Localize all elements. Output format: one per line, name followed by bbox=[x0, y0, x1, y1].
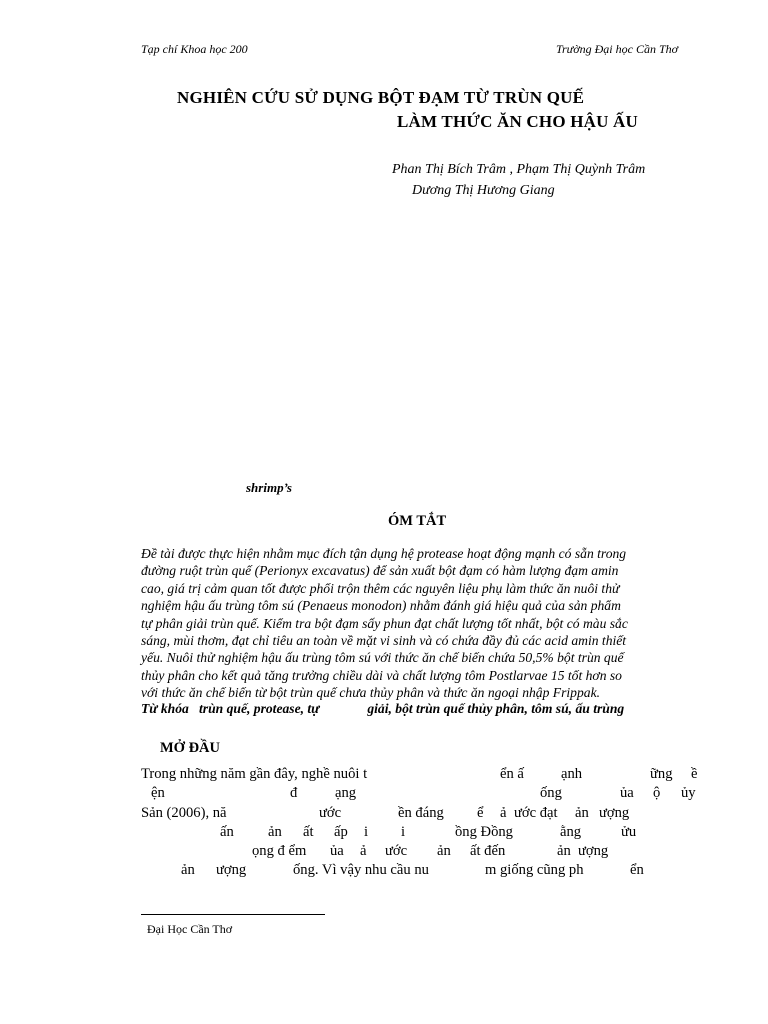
intro-text: ống. Vì vậy nhu cầu nu bbox=[293, 862, 429, 879]
abstract-line: tự phân giải trùn quế. Kiểm tra bột đạm sấy phun đạt chất lượng tốt nhất, bột có màu sắc bbox=[141, 615, 628, 631]
abstract-line: thủy phân cho kết quả tăng trưởng chiều dài và chất lượng tôm Postlarvae 15 tốt hơn so bbox=[141, 667, 622, 683]
intro-text: đ bbox=[290, 785, 298, 802]
keywords-part-2: giải, bột trùn quế thủy phân, tôm sú, ấu trùng bbox=[367, 701, 625, 716]
intro-text: ện bbox=[151, 785, 165, 802]
english-title-fragment: shrimp’s bbox=[246, 480, 292, 495]
intro-text: ể bbox=[477, 804, 484, 821]
university-name: Trường Đại học Cần Thơ bbox=[556, 42, 679, 56]
abstract-line: sáng, mùi thơm, đạt chỉ tiêu an toàn về mặt vi sinh và có chứa đầy đủ các acid amin thiết bbox=[141, 633, 627, 649]
keywords-label: Từ khóa bbox=[141, 701, 189, 716]
intro-text: Trong những năm gần đây, nghề nuôi t bbox=[141, 766, 368, 782]
abstract bbox=[141, 545, 701, 702]
intro-text: ọng đ ểm bbox=[252, 843, 307, 860]
journal-name: Tạp chí Khoa học 200 bbox=[141, 42, 248, 56]
intro-text: ản bbox=[557, 843, 571, 860]
abstract-line: nghiệm hậu ấu trùng tôm sú (Penaeus monodon) nhằm đánh giá hiệu quả của sản phẩm bbox=[141, 598, 621, 614]
intro-text: ất bbox=[303, 823, 314, 840]
intro-text: ượng bbox=[599, 804, 630, 821]
intro-text: ấn bbox=[220, 823, 234, 840]
abstract-line: đường ruột trùn quế (Perionyx excavatus) để sản xuất bột đạm có hàm lượng đạm amin bbox=[141, 563, 619, 579]
intro-heading: MỞ ĐẦU bbox=[160, 740, 221, 756]
intro-text: ền đáng bbox=[398, 804, 444, 821]
abstract-line: Đề tài được thực hiện nhằm mục đích tận dụng hệ protease hoạt động mạnh có sẵn trong bbox=[141, 546, 627, 561]
footnote: Đại Học Cần Thơ bbox=[147, 922, 233, 936]
intro-text: Sản (2006), nă bbox=[141, 804, 227, 821]
intro-text: ượng bbox=[578, 843, 609, 860]
intro-text: i bbox=[364, 823, 369, 840]
intro-text: m giống cũng ph bbox=[485, 862, 584, 879]
intro-paragraph bbox=[0, 765, 768, 881]
intro-text: ản bbox=[575, 804, 589, 821]
intro-text: ước bbox=[385, 843, 408, 860]
intro-text: ủa bbox=[330, 843, 344, 860]
intro-text: ấp bbox=[334, 823, 348, 840]
intro-text: ạng bbox=[335, 785, 357, 802]
keywords-part-1: trùn quế, protease, tự bbox=[199, 701, 320, 716]
intro-text: ước bbox=[319, 804, 342, 821]
intro-text: ản bbox=[268, 823, 282, 840]
intro-text: ả bbox=[500, 804, 507, 821]
intro-text: ề bbox=[691, 766, 698, 782]
intro-text: ửu bbox=[621, 823, 637, 840]
intro-text: ượng bbox=[216, 862, 247, 879]
intro-text: ồng Đồng bbox=[455, 823, 513, 840]
intro-text: ủa bbox=[620, 785, 634, 802]
intro-text: ển bbox=[630, 862, 644, 879]
intro-text: ững bbox=[650, 766, 673, 782]
intro-text: ất đến bbox=[470, 843, 506, 860]
intro-text: ước đạt bbox=[514, 804, 558, 821]
intro-text: ằng bbox=[560, 823, 582, 840]
intro-text: ản bbox=[181, 862, 195, 879]
footnote-separator bbox=[141, 914, 325, 915]
intro-text: ộ bbox=[653, 785, 661, 802]
keywords bbox=[141, 701, 624, 717]
abstract-line: với thức ăn chế biến từ bột trùn quế chưa thủy phân và thức ăn ngoại nhập Frippak. bbox=[141, 685, 600, 701]
authors-line-1: Phan Thị Bích Trâm , Phạm Thị Quỳnh Trâm bbox=[392, 162, 646, 177]
paper-title-line-1: NGHIÊN CỨU SỬ DỤNG BỘT ĐẠM TỪ TRÙN QUẾ bbox=[177, 88, 585, 107]
intro-text: ển ấ bbox=[500, 766, 524, 782]
intro-text: i bbox=[401, 823, 406, 840]
intro-text: ản bbox=[437, 843, 451, 860]
summary-heading: ÓM TẮT bbox=[388, 513, 447, 529]
abstract-line: yếu. Nuôi thử nghiệm hậu ấu trùng tôm sú với thức ăn chế biến chứa 50,5% bột trùn quế bbox=[141, 650, 624, 666]
authors-line-2: Dương Thị Hương Giang bbox=[412, 183, 555, 198]
abstract-line: cao, giá trị cảm quan tốt được phối trộn thêm các nguyên liệu phụ làm thức ăn nuôi thử bbox=[141, 580, 620, 596]
intro-text: ống bbox=[540, 785, 562, 802]
paper-title-line-2: LÀM THỨC ĂN CHO HẬU ẤU bbox=[397, 112, 638, 131]
intro-text: ả bbox=[360, 843, 367, 860]
intro-text: ạnh bbox=[561, 766, 583, 782]
intro-text: ủy bbox=[681, 785, 696, 802]
